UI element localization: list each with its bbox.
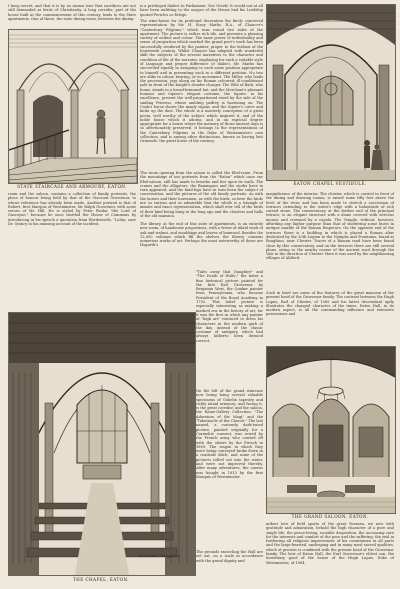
chapel-caption: THE CHAPEL, EATON. [72,577,130,582]
column-2-library-text: The library, at the end of this suite of apartments, is an entirely new room, of handsome proportions, with a frieze of inlaid work of oak and walnut, and mouldings and leaves of boxwood. Besides the 12,000 volumes which fill the shelves the library contains numerous works of art. Perhaps the most noteworthy of these are Hogarth's [140,222,263,248]
column-2-top-text: is a privileged dialect in Parliament. Not Greek! It would not at all have been unfitting to the usages of the House had his Lordship quoted Pericles or Erlege. [140,4,263,17]
saloon-caption: THE GRAND SALOON, EATON. [291,514,369,519]
grand-saloon-engraving [266,346,396,514]
column-2-ebel-text: On the left of the grand staircase now being hung several valuable specimens of Gobelin tapestry and richly inlaid armoury; and facing it, is the great corridor, and the saloon, the Raine-Gallery Collection. "The Adoration of the Magi" and the "Tabernacle of the Church." The last named, a curiously dark-toned picture, painted originally for a Carmelite convent, was seized by the French army who carried off with the others by the French in 1809. The wagon in which they were being conveyed broke down in a roadside ditch, and some of the pictures rolled out into the water, and were not improved thereby. After many adventures, the canvas was bought in 1813 by the first Marquis of Westminster. [196,389,263,479]
vestibule-engraving [266,4,396,181]
column-2-main-text: The wine-house for its profound decoration the finely conceived representation by Mr. H. Stacy Marks, R.A., of Chaucer's "Canterbury Pilgrims," which runs round two sides of the apartment. The picture is rather rich tile, and presents a pleasing variety of outline and colour. The same power of individuality and sense of proportion which marked the grand poet's work has been successfully rendered by the painter, proper to the fashion of the fourteenth century. Whilst Chaucer has adapted with wonderful skill the subjects of the several narratives to the character and condition of life of the narrator, employing for each a suitable style of language and proper difference of dialect, Mr. Marks has succeeded equally in assigning to each some position appropriate to himself and in presenting each in a different position. No two are alike in colour, bearing, or in movement. The Miller, who leads the procession, jogs along on his Roman coloured; ill-conditioned jade in front of the Knight's slender charger. The Wife of Bath, who hums, stands in a broad-brimmed hat, and the Merchant's pleasant humour and Squire's elegant costume, the Squire, in his excellence, present the well-proportioned steed by the side of the smiling Prioress, whose ambling palfrey is hastening on. The Cook's horse shows the manly vigour, and the Squire's curve and kicks up the dust. The whole is a masterly conception of a great poem, well worthy of the subject which inspired it, and of the noble house which it adorns, and in an especial degree appropriate for a house where the memory of those ancient days is so affectionately preserved. It belongs to the representations of the Canterbury Pilgrims in the Duke of Westminster's own collection, and is among other distinctions, known as having lent Ormonde, the great horse of the century. [140,19,263,144]
column-1-top-text: I keep secret, and that it is by no means true that sacrifices are not still demanded as fruits of Christianity. A long corridor, part of the house built at the commencement of this century, leads to the State apartments. One of these, the state dining-room, between the dining- [8,4,136,21]
column-1-mid-text: room and the saloon, contains a collection of family portraits, the place of honour being held by that of the Viscount Grosvenor, to whose reference has already been made. Another portrait is that of Robert, first Marquis of Westminster, Sir Ralph Grosvenor, with some verses of Mr. Hill. He is styled by Peter Pindar "the Lord of Gascoyne," because he once startled the House of Commons by introducing in his speech a quotation from Wordsworth, "Lolita, save Dr. Quincy in his amusing account of the incident, [8,192,136,227]
column-3-mid-text: Such in brief are some of the features of the great mansion of the present head of the Grosvenor family. The contrast between the Hugh Lupus, Earl of Chester, of 1065 and his latest descendant aptly illustrates the changed character of the times. Eaton Hall, in its modern aspect, is all the commanding influence and extensive possessions and [266,291,394,317]
column-2-lower-text: The room opening from the saloon is called the Ebel-room. From the mountings of our portraits from the "Eaton" which once our Ebel-saloon, still has made to breathe and live upon its walls. The cranes and the alligators, the flamingoes and the storks have in turn appeared, and the hind-legs have in turn been the subject of conversation, and the pictures of the old family portraits. As with the horses and their horsemen, as with the birds, so here the birds are so various and so admirable that the whole is a triumph of minute and exact representation, which shall ever tell of the birds of their kind being hung in the long ago and the cloisters and halls of the old mansion. [140,171,263,218]
staircase-caption: STATE STAIRCASE AND ARMOURY, EATON. [17,184,127,189]
column-2-continued-text: "Tales away that Daughter" and "The Death of Wolfe," the latter a fine historical picture painted for the first Earl Grosvenor by Benjamin West, the Quaker painter from Pennsylvania, who became President of the Royal Academy in 1792. This latter picture is especially interesting as making a marked era in the history of art, for it was the first in which any painter of "high art" ventured to dress his characters in the modern garb of the day, instead of the classic costume of antiquity, which had always hitherto been deemed correct. [196,270,263,343]
vestibule-caption: EATON CHAPEL VESTIBULE. [293,181,367,186]
column-3-bottom-text: ardent love of field sports of the great Norman, we now with gratitude and admiration, behold the high character of a pure and single life, the peace-loving, sociable disposition, the unceasing care for the interests and comfort of the poor and the suffering, the zeal in furthering all religious improvement of his countrymen in all parts and the large-hearted, unsleeping and in many most sacred qualities, which at present is combined with the present head of the Grosvenor family. The heir of Eaton Hall, the Earl Grosvenor's eldest son, the hereditary good of the house of the Hugh Lupus, Duke of Westminster, of 1984. [266,522,394,565]
column-3-top-text: magnificence of the interior. The cloister, which is carried in front of the dining and drawing rooms, is raised some fifty feet above the level of the river, and has been made to stretch a succession of terraces extending to the water's edge with a balustrade of rich carved stone. The conservatory, at the farther end of the principal terrace, is an elegant structure with a dome covered with vitreous mosaic and crowned by a cupola. The Temple, without, however, affording any higher purpose than that of sheltering some busts in antique marble of the Roman Emperors. On the opposite end of the terraces there is a building in which is placed a Roman altar dedicated by the 20th Legion to the Nymphs and Fountains, found at Boughton, near Chester. Traces of a Roman road have been found close by this conservatory, and on the terraces there are still several plans, owing to the nearby course of the ancient road through the Vale in the direction of Chester. Here it was used by the neighbouring villages of Aldford. [266,192,394,261]
chapel-engraving [8,312,196,576]
staircase-engraving [8,29,138,184]
column-2-end-text: The grounds encircling the Hall are set out, on a scale in accordance with the grand dignity and [196,550,263,563]
signature: Holland Tringham [139,553,181,558]
